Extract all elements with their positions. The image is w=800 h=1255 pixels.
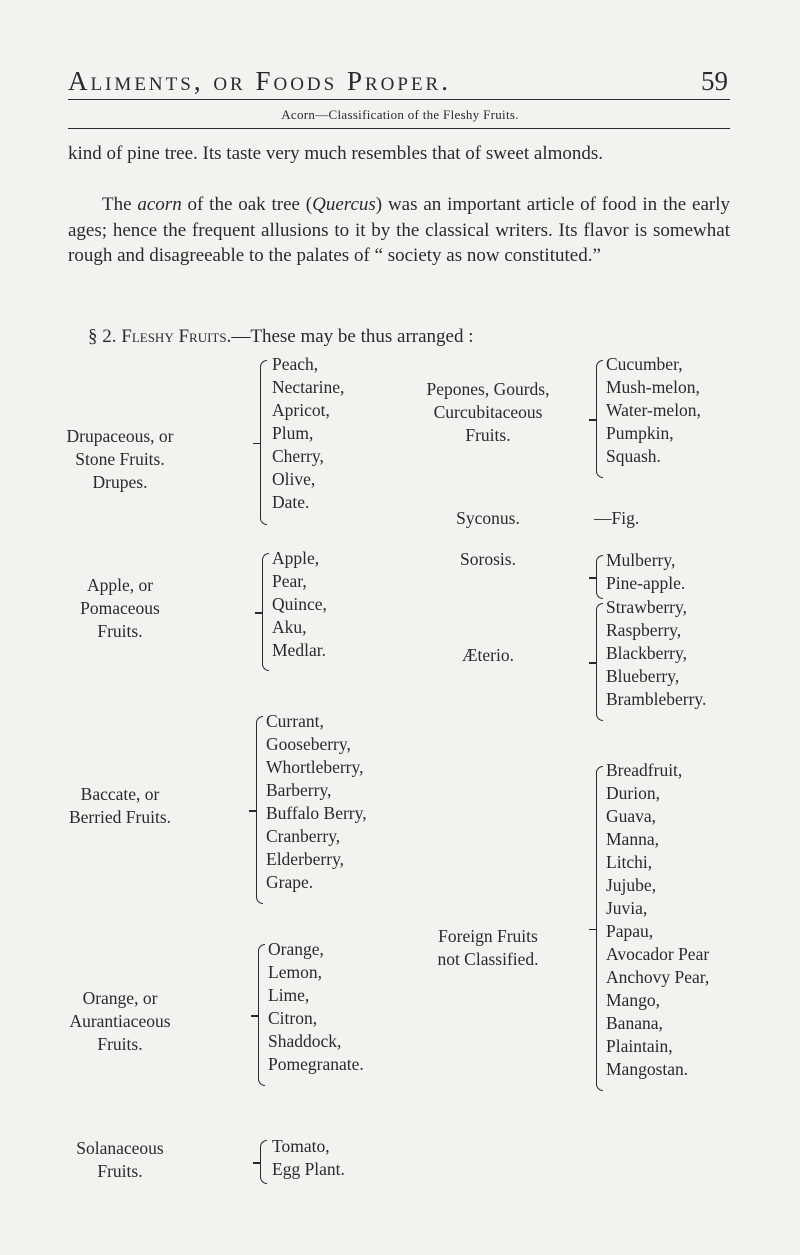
fruit-item: Durion,: [606, 783, 660, 803]
paragraph-continued: kind of pine tree. Its taste very much resembles that of sweet almonds.: [68, 143, 604, 164]
category-aeterio: Æterio.: [461, 645, 514, 665]
category-line: Berried Fruits.: [68, 807, 172, 827]
category-line: Curcubitaceous: [433, 402, 543, 422]
category-line: Drupaceous, or: [66, 426, 174, 446]
category-line: Pomaceous: [80, 598, 160, 618]
fruit-item: Pumpkin,: [606, 423, 674, 443]
items-pomaceous: [272, 547, 327, 662]
fruit-item: Egg Plant.: [272, 1159, 345, 1179]
fruit-item: Currant,: [266, 711, 324, 731]
header-rule-top: [68, 99, 730, 100]
fruit-item: Mangostan.: [606, 1059, 689, 1079]
page-subhead: Acorn—Classification of the Fleshy Fruits.: [281, 107, 519, 122]
fruit-item: Manna,: [606, 829, 659, 849]
fruit-item: Raspberry,: [606, 620, 682, 640]
fruit-item: Cherry,: [272, 446, 324, 466]
items-baccate: [266, 710, 367, 894]
items-aeterio: [606, 596, 706, 711]
fruit-item: Fig.: [611, 508, 640, 528]
page-number: 59: [701, 66, 728, 96]
brace-aurantiaceous: [258, 944, 265, 1086]
fruit-item: Jujube,: [606, 875, 657, 895]
brace-aeterio: [596, 603, 603, 721]
fruit-item: Cranberry,: [266, 826, 341, 846]
fruit-item: Shaddock,: [268, 1031, 342, 1051]
fruit-item: Mush-melon,: [606, 377, 700, 397]
category-aurantiaceous: [30, 987, 210, 1056]
fruit-item: Strawberry,: [606, 597, 687, 617]
fruit-item: Medlar.: [272, 640, 326, 660]
category-line: Fruits.: [97, 1161, 143, 1181]
items-aurantiaceous: [268, 938, 364, 1076]
brace-baccate: [256, 716, 263, 904]
fruit-item: Banana,: [606, 1013, 663, 1033]
category-line: Baccate, or: [80, 784, 160, 804]
fruit-item: Guava,: [606, 806, 657, 826]
paragraph-acorn: The acorn of the oak tree (Quercus) was an important article of food in the early ages; hence the frequent allusions to it by the classical writers. Its flavor is somewhat rough and disagreeable to the palates of “ society as now constituted.”: [68, 194, 731, 266]
fruit-item: Plum,: [272, 423, 314, 443]
fruit-item: Blackberry,: [606, 643, 687, 663]
fruit-item: Tomato,: [272, 1136, 330, 1156]
category-line: Fruits.: [97, 1034, 143, 1054]
fruit-item: Plaintain,: [606, 1036, 673, 1056]
fruit-item: Gooseberry,: [266, 734, 351, 754]
category-syconus: Syconus.: [456, 508, 520, 528]
fruit-item: Orange,: [268, 939, 324, 959]
category-pepones: [398, 378, 578, 447]
fruit-item: Blueberry,: [606, 666, 680, 686]
fruit-item: Breadfruit,: [606, 760, 683, 780]
section-heading: [88, 326, 474, 348]
category-line: Fruits.: [465, 425, 511, 445]
category-drupaceous: [30, 425, 210, 494]
fruit-item: Papau,: [606, 921, 654, 941]
category-line: Solanaceous: [76, 1138, 164, 1158]
brace-solanaceous: [260, 1140, 267, 1184]
fruit-item: Pomegranate.: [268, 1054, 364, 1074]
fruit-item: Nectarine,: [272, 377, 345, 397]
fruit-item: Juvia,: [606, 898, 648, 918]
fruit-item: Buffalo Berry,: [266, 803, 367, 823]
section-number: § 2.: [88, 326, 117, 347]
brace-drupaceous: [260, 360, 267, 525]
fruit-item: Quince,: [272, 594, 327, 614]
brace-sorosis: [596, 555, 603, 599]
category-line: not Classified.: [437, 949, 539, 969]
fruit-item: Peach,: [272, 354, 319, 374]
category-line: Apple, or: [86, 575, 154, 595]
brace-pomaceous: [262, 553, 269, 671]
category-solanaceous: [30, 1137, 210, 1183]
running-head: [68, 66, 728, 100]
category-line: Stone Fruits.: [75, 449, 165, 469]
items-syconus: [594, 507, 639, 530]
fruit-item: Aku,: [272, 617, 307, 637]
brace-pepones: [596, 360, 603, 478]
fruit-item: Anchovy Pear,: [606, 967, 710, 987]
acorn-term: acorn: [137, 194, 182, 215]
header-rule-bottom: [68, 128, 730, 129]
items-drupaceous: [272, 353, 344, 514]
items-foreign: [606, 759, 709, 1081]
items-solanaceous: [272, 1135, 345, 1181]
category-line: Pepones, Gourds,: [426, 379, 550, 399]
category-pomaceous: [30, 574, 210, 643]
category-baccate: [30, 783, 210, 829]
fruit-item: Elderberry,: [266, 849, 345, 869]
quercus-term: Quercus: [312, 194, 376, 215]
fruit-item: Pear,: [272, 571, 307, 591]
fruit-item: Lemon,: [268, 962, 322, 982]
category-foreign: [398, 925, 578, 971]
fruit-item: Olive,: [272, 469, 316, 489]
fruit-item: Grape.: [266, 872, 314, 892]
fruit-item: Whortleberry,: [266, 757, 364, 777]
fruit-item: Water-melon,: [606, 400, 701, 420]
fruit-item: Cucumber,: [606, 354, 683, 374]
brace-foreign: [596, 766, 603, 1091]
dash: —: [594, 508, 612, 528]
category-line: Fruits.: [97, 621, 143, 641]
fruit-item: Litchi,: [606, 852, 653, 872]
section-title: Fleshy Fruits.: [121, 326, 232, 347]
fruit-item: Brambleberry.: [606, 689, 707, 709]
category-line: Drupes.: [92, 472, 148, 492]
category-line: Orange, or: [82, 988, 158, 1008]
items-sorosis: [606, 549, 685, 595]
items-pepones: [606, 353, 701, 468]
fruit-item: Squash.: [606, 446, 661, 466]
fruit-item: Barberry,: [266, 780, 332, 800]
fruit-item: Pine-apple.: [606, 573, 686, 593]
fruit-item: Apricot,: [272, 400, 330, 420]
category-sorosis: Sorosis.: [460, 549, 516, 569]
fruit-item: Avocador Pear: [606, 944, 710, 964]
page-header-title: Aliments, or Foods Proper.: [68, 66, 451, 96]
section-intro: —These may be thus arranged :: [231, 326, 474, 347]
fruit-item: Apple,: [272, 548, 320, 568]
category-line: Foreign Fruits: [438, 926, 538, 946]
fruit-item: Mango,: [606, 990, 660, 1010]
fruit-item: Date.: [272, 492, 310, 512]
category-line: Aurantiaceous: [69, 1011, 171, 1031]
fruit-item: Citron,: [268, 1008, 318, 1028]
fruit-item: Lime,: [268, 985, 310, 1005]
fruit-item: Mulberry,: [606, 550, 676, 570]
